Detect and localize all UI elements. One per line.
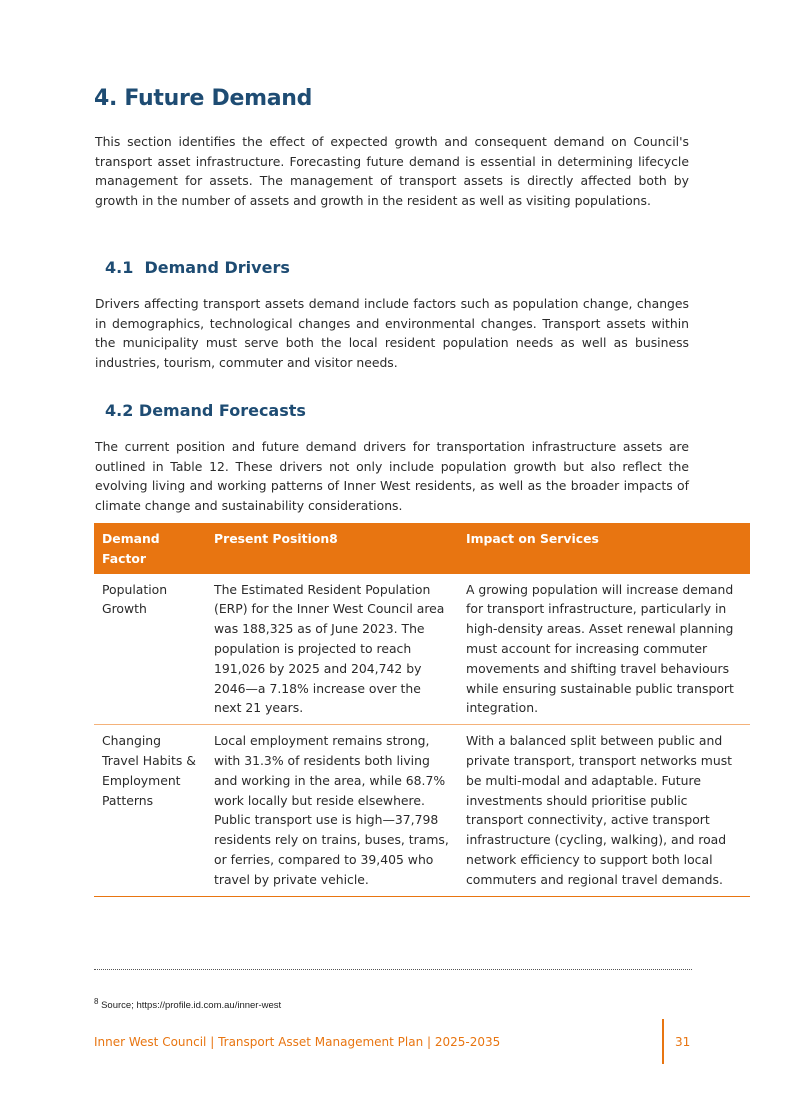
footnote-text: Source; https://profile.id.com.au/inner-west <box>101 1000 282 1012</box>
footer-document-title: Inner West Council | Transport Asset Management Plan | 2025-2035 <box>94 1035 501 1049</box>
table-row <box>94 725 750 896</box>
intro-paragraph: This section identifies the effect of expected growth and consequent demand on Council's transport asset infrastructure. Forecasting future demand is essential in determining lifecycle management for assets. The management of transport assets is directly affected both by growth in the number of assets and growth in the resident as well as visiting populations. <box>95 134 689 208</box>
page-title: 4. Future Demand <box>94 86 313 111</box>
table-row <box>94 574 750 725</box>
page-number: 31 <box>675 1035 691 1049</box>
cell-factor: Changing Travel Habits & Employment Patterns <box>94 725 206 896</box>
section-4-1-paragraph: Drivers affecting transport assets demand include factors such as population change, changes in demographics, technological changes and environmental changes. Transport assets within the municipality must serve both the local resident population needs as well as business industries, tourism, commuter and visitor needs. <box>95 296 689 370</box>
cell-impact: With a balanced split between public and private transport, transport networks must be multi-modal and adaptable. Future investments should prioritise public transport connectivity, active transport infrastructure (cycling, walking), and road network efficiency to support both local commuters and regional travel demands. <box>458 725 750 896</box>
cell-factor: Population Growth <box>94 574 206 725</box>
footnote-marker: 8 <box>94 997 99 1006</box>
section-4-1-heading <box>105 258 290 277</box>
header-demand-factor: Demand Factor <box>94 523 206 574</box>
footnote-separator <box>94 969 692 970</box>
demand-table <box>94 523 750 897</box>
section-4-2-paragraph: The current position and future demand drivers for transportation infrastructure assets are outlined in Table 12. These drivers not only include population growth but also reflect the evolving living and working patterns of Inner West residents, as well as the broader impacts of climate change and sustainability considerations. <box>95 439 689 513</box>
table-header-row <box>94 523 750 574</box>
section-4-1-number: 4.1 <box>105 258 134 277</box>
header-impact-on-services: Impact on Services <box>458 523 750 574</box>
section-4-2-heading: 4.2 Demand Forecasts <box>105 401 306 420</box>
footer-divider <box>662 1019 664 1064</box>
cell-position: Local employment remains strong, with 31.3% of residents both living and working in the area, while 68.7% work locally but reside elsewhere. Public transport use is high—37,798 residents rely on trains, buses, trams, or ferries, compared to 39,405 who travel by private vehicle. <box>206 725 458 896</box>
footnote <box>94 997 281 1011</box>
section-4-1-title: Demand Drivers <box>144 258 290 277</box>
cell-impact: A growing population will increase demand for transport infrastructure, particularly in high-density areas. Asset renewal planning must account for increasing commuter movements and shifting travel behaviours while ensuring sustainable public transport integration. <box>458 574 750 725</box>
header-present-position: Present Position8 <box>206 523 458 574</box>
cell-position: The Estimated Resident Population (ERP) for the Inner West Council area was 188,325 as of June 2023. The population is projected to reach 191,026 by 2025 and 204,742 by 2046—a 7.18% increase over the next 21 years. <box>206 574 458 725</box>
